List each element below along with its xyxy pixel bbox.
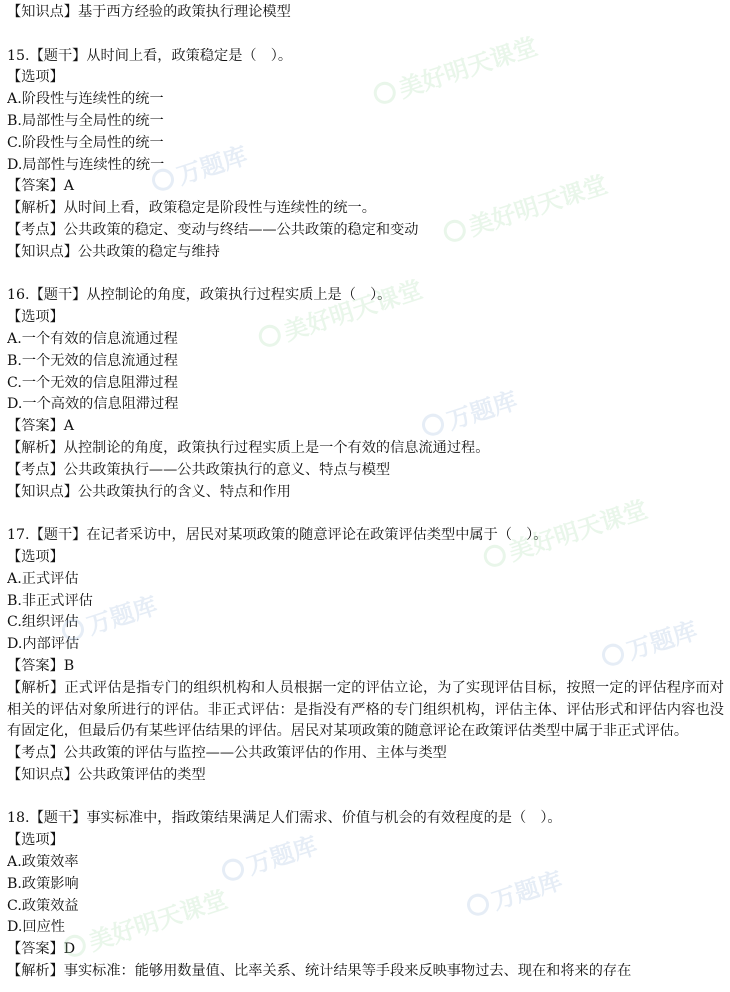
options-label: 【选项】 — [7, 548, 64, 565]
watermark-logo: 美好明天课堂 — [254, 270, 426, 356]
question-block — [7, 46, 724, 264]
analysis-paragraph: 【解析】正式评估是指专门的组织机构和人员根据一定的评估立论，为了实现评估目标，按照一定的评估程序而对相关的评估对象所进行的评估。非正式评估：是指没有严格的专门组织机构，评估主体、评估形式和评估内容也没有固定化，但最后仍有某些评估结果的评估。居民对某项政策的随意评论在政策评估类型中属于非正式评估。 — [7, 679, 724, 740]
exam-point-line: 【考点】公共政策执行——公共政策执行的意义、特点与模型 — [7, 461, 391, 478]
option-a: A.阶段性与连续性的统一 — [7, 91, 164, 108]
option-c: C.阶段性与全局性的统一 — [7, 134, 164, 151]
answer-line: 【答案】B — [7, 657, 75, 674]
option-d: D.回应性 — [7, 919, 65, 936]
spacer — [7, 503, 724, 525]
option-d: D.一个高效的信息阻滞过程 — [7, 396, 179, 413]
watermark-logo: 美好明天课堂 — [59, 880, 231, 966]
answer-line: 【答案】A — [7, 418, 74, 435]
spacer — [7, 264, 724, 286]
knowledge-point-line: 【知识点】公共政策执行的含义、特点和作用 — [7, 483, 291, 500]
question-block — [7, 808, 724, 982]
analysis-line: 【解析】事实标准：能够用数量值、比率关系、统计结果等手段来反映事物过去、现在和将来的存在 — [7, 963, 632, 980]
analysis-line: 【解析】从时间上看，政策稳定是阶段性与连续性的统一。 — [7, 200, 376, 217]
option-a: A.正式评估 — [7, 570, 79, 587]
options-label: 【选项】 — [7, 69, 64, 86]
option-b: B.政策影响 — [7, 875, 79, 892]
watermark-logo: 万题库 — [417, 381, 521, 445]
watermark-logo: 美好明天课堂 — [479, 490, 651, 576]
options-label: 【选项】 — [7, 309, 64, 326]
option-d: D.局部性与连续性的统一 — [7, 156, 165, 173]
option-d: D.内部评估 — [7, 636, 80, 653]
watermark-logo: 美好明天课堂 — [369, 27, 541, 113]
spacer — [7, 24, 724, 46]
question-stem: 17.【题干】在记者采访中，居民对某项政策的随意评论在政策评估类型中属于（ ）。 — [7, 527, 548, 544]
options-label: 【选项】 — [7, 832, 64, 849]
option-c: C.一个无效的信息阻滞过程 — [7, 374, 178, 391]
knowledge-point-line: 【知识点】公共政策评估的类型 — [7, 766, 206, 783]
exam-point-line: 【考点】公共政策的评估与监控——公共政策评估的作用、主体与类型 — [7, 745, 447, 762]
analysis-line: 【解析】从控制论的角度，政策执行过程实质上是一个有效的信息流通过程。 — [7, 439, 490, 456]
option-c: C.组织评估 — [7, 614, 79, 631]
option-c: C.政策效益 — [7, 897, 79, 914]
watermark-logo: 万题库 — [462, 861, 566, 925]
question-stem: 15.【题干】从时间上看，政策稳定是（ ）。 — [7, 47, 293, 64]
watermark-logo: 万题库 — [57, 586, 161, 650]
question-stem: 16.【题干】从控制论的角度，政策执行过程实质上是（ ）。 — [7, 287, 392, 304]
option-a: A.政策效率 — [7, 854, 79, 871]
spacer — [7, 787, 724, 809]
option-a: A.一个有效的信息流通过程 — [7, 330, 178, 347]
knowledge-point-line: 【知识点】基于西方经验的政策执行理论模型 — [7, 4, 291, 20]
question-block — [7, 525, 724, 787]
question-block — [7, 285, 724, 503]
watermark-logo: 美好明天课堂 — [439, 165, 611, 251]
exam-point-line: 【考点】公共政策的稳定、变动与终结——公共政策的稳定和变动 — [7, 221, 419, 238]
question-stem: 18.【题干】事实标准中，指政策结果满足人们需求、价值与机会的有效程度的是（ ）。 — [7, 810, 562, 827]
watermark-logo: 万题库 — [217, 826, 321, 890]
knowledge-point-line: 【知识点】公共政策的稳定与维持 — [7, 243, 220, 260]
watermark-logo: 万题库 — [597, 611, 701, 675]
answer-line: 【答案】D — [7, 941, 76, 958]
answer-line: 【答案】A — [7, 178, 74, 195]
option-b: B.局部性与全局性的统一 — [7, 112, 164, 129]
option-b: B.非正式评估 — [7, 592, 93, 609]
option-b: B.一个无效的信息流通过程 — [7, 352, 178, 369]
watermark-logo: 万题库 — [147, 136, 251, 200]
